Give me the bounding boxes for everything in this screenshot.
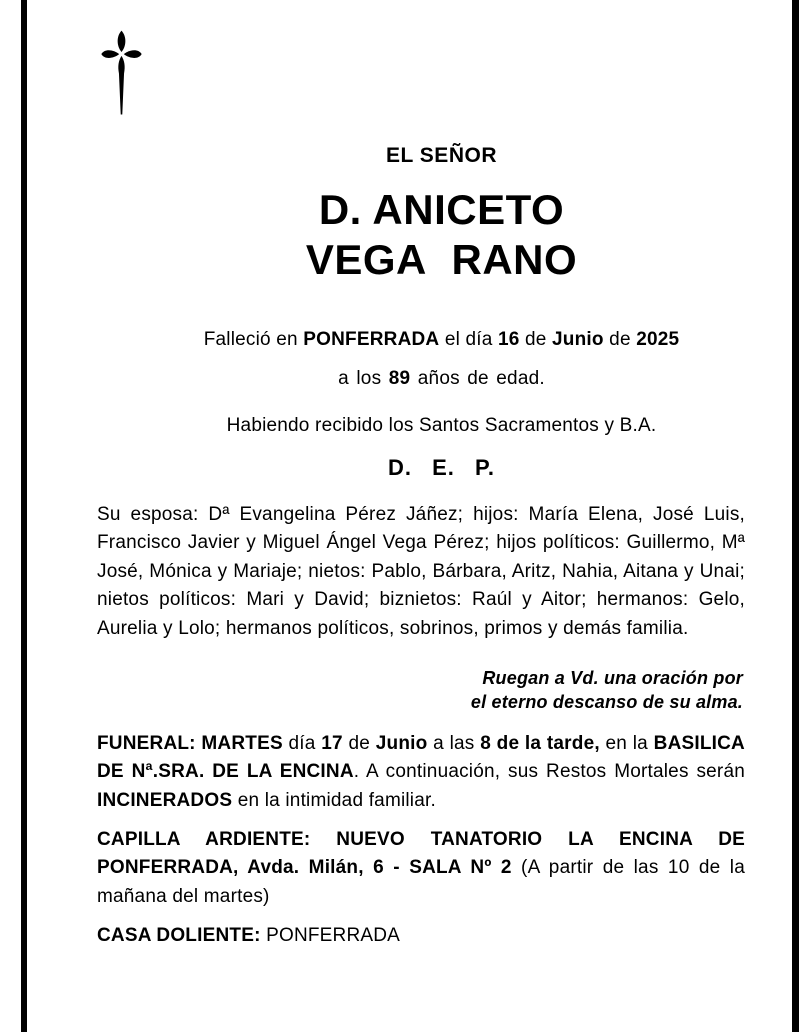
cross-icon [100,27,143,118]
prayer-note [97,667,743,714]
deceased-name-line1: D. ANICETO [318,186,565,233]
prayer-line2: el eterno descanso de su alma. [470,691,743,712]
deceased-name-line2: VEGA RANO [305,236,578,283]
mourning-home-paragraph: CASA DOLIENTE: PONFERRADA [97,925,401,946]
chapel-paragraph: CAPILLA ARDIENTE: NUEVO TANATORIO LA ENCINA DE PONFERRADA, Avda. Milán, 6 - SALA Nº 2 (A partir de las 10 de la mañana del martes) [97,829,745,907]
family-paragraph: Su esposa: Dª Evangelina Pérez Jáñez; hijos: María Elena, José Luis, Francisco Javier y Miguel Ángel Vega Pérez; hijos políticos: Guillermo, Mª José, Mónica y Mariaje; nietos: Pablo, Bárbara, Aritz, Nahia, Aitana y Unai; nietos políticos: Mari y David; biznietos: Raúl y Aitor; hermanos: Gelo, Aurelia y Lolo; hermanos políticos, sobrinos, primos y demás familia. [97,504,745,639]
right-border-rule [792,0,799,1032]
funeral-paragraph: FUNERAL: MARTES día 17 de Junio a las 8 de la tarde, en la BASILICA DE Nª.SRA. DE LA ENCINA. A continuación, sus Restos Mortales serán INCINERADOS en la intimidad familiar. [97,733,745,811]
honorific-title: EL SEÑOR [386,144,497,167]
age-line: a los 89 años de edad. [338,368,545,389]
death-place-date-line: Falleció en PONFERRADA el día 16 de Junio de 2025 [203,329,680,350]
sacraments-line: Habiendo recibido los Santos Sacramentos y B.A. [226,415,657,436]
deceased-name [140,185,743,285]
left-border-rule [21,0,27,1032]
rip-abbreviation: D. E. P. [388,455,495,480]
prayer-line1: Ruegan a Vd. una oración por [482,668,743,688]
